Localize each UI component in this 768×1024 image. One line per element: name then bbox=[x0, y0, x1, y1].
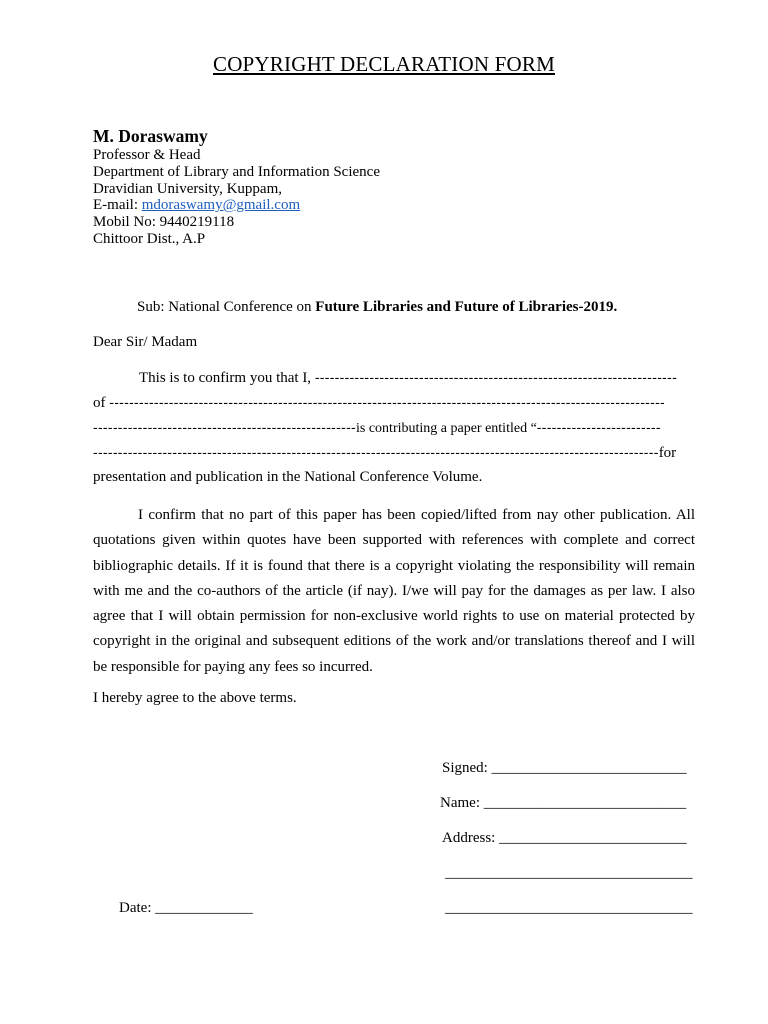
subject-title: Future Libraries and Future of Libraries-2019. bbox=[315, 299, 618, 315]
author-university: Dravidian University, Kuppam, bbox=[93, 181, 282, 197]
author-mobile: Mobil No: 9440219118 bbox=[93, 214, 235, 230]
signed-row bbox=[442, 760, 687, 777]
author-district: Chittoor Dist., A.P bbox=[93, 231, 206, 247]
declaration-paragraph: I confirm that no part of this paper has been copied/lifted from nay other publication. All quotations given within quotes have been supported with references with complete and correct bibliographic details. If it is found that there is a copyright violating the responsibility will remain with me and the co-authors of the article (if nay). I/we will pay for the damages as per law. I also agree that I will obtain permission for non-exclusive world rights to use on material protected by copyright in the original and subsequent editions of the work and/or translations thereof and I will be responsible for paying any fees so incurred. bbox=[93, 507, 695, 675]
salutation: Dear Sir/ Madam bbox=[93, 334, 198, 350]
signed-label: Signed: bbox=[442, 760, 488, 776]
author-name: M. Doraswamy bbox=[93, 126, 208, 146]
author-department: Department of Library and Information Science bbox=[93, 164, 380, 180]
author-position: Professor & Head bbox=[93, 147, 201, 163]
address-blank[interactable]: _________________________ bbox=[499, 830, 687, 846]
address-line-2[interactable]: _________________________________ bbox=[445, 865, 693, 881]
confirm-line-1 bbox=[139, 369, 677, 387]
author-email-line bbox=[93, 197, 300, 214]
confirm-text-2: of bbox=[93, 395, 110, 411]
date-blank[interactable]: _____________ bbox=[155, 900, 253, 916]
subject-line bbox=[137, 299, 617, 316]
confirm-line-2 bbox=[93, 394, 665, 412]
name-field-blank[interactable]: ___________________________ bbox=[483, 795, 687, 811]
name-label: Name: bbox=[440, 795, 480, 811]
name-blank: ------------------------------------------------------------------------- bbox=[314, 369, 678, 385]
confirm-line-3 bbox=[93, 419, 661, 437]
confirm-line-5: presentation and publication in the National Conference Volume. bbox=[93, 469, 483, 485]
signed-blank[interactable]: __________________________ bbox=[491, 760, 687, 776]
confirm-line-4 bbox=[93, 444, 676, 462]
confirm-text-4: for bbox=[658, 445, 677, 461]
paper-title-blank-continued: ------------------------------------------------------------------------------------------------------------------ bbox=[93, 444, 659, 460]
address-label: Address: bbox=[442, 830, 496, 846]
paper-title-blank: ------------------------- bbox=[536, 419, 661, 435]
affiliation-blank: ---------------------------------------------------------------------------------------------------------------- bbox=[109, 394, 666, 410]
name-row bbox=[440, 795, 686, 812]
email-link[interactable]: mdoraswamy@gmail.com bbox=[141, 197, 301, 213]
confirm-text-3: is contributing a paper entitled “ bbox=[356, 421, 537, 436]
address-row bbox=[442, 830, 687, 847]
agreement-text: I hereby agree to the above terms. bbox=[93, 690, 297, 706]
date-label: Date: bbox=[119, 900, 152, 916]
subject-prefix: Sub: National Conference on bbox=[137, 299, 316, 315]
date-row bbox=[119, 900, 253, 917]
address-line-3[interactable]: _________________________________ bbox=[445, 900, 693, 916]
email-label: E-mail: bbox=[93, 197, 142, 213]
confirm-text-1: This is to confirm you that I, bbox=[139, 370, 315, 386]
form-title: COPYRIGHT DECLARATION FORM bbox=[212, 52, 555, 76]
affiliation-blank-continued: ----------------------------------------------------- bbox=[93, 419, 356, 435]
